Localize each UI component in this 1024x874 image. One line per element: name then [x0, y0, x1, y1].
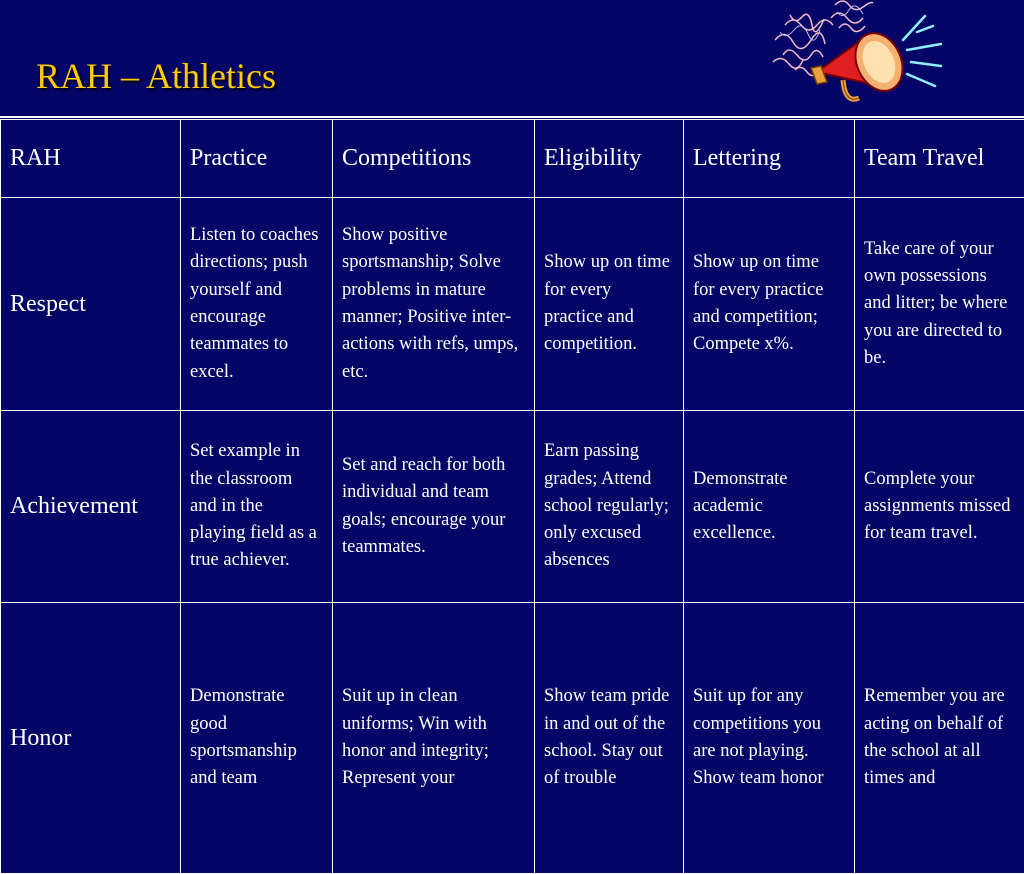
- table-cell: Remember you are acting on behalf of the school at all times and: [855, 603, 1024, 874]
- table-cell: Suit up in clean uniforms; Win with honor and integrity; Represent your: [333, 603, 535, 874]
- column-header-lettering: Lettering: [684, 120, 855, 198]
- row-label-achievement: Achievement: [1, 411, 181, 603]
- table-cell: Take care of your own possessions and litter; be where you are directed to be.: [855, 198, 1024, 411]
- table-cell: Set and reach for both individual and team goals; encourage your teammates.: [333, 411, 535, 603]
- table-cell: Show up on time for every practice and competition; Compete x%.: [684, 198, 855, 411]
- megaphone-icon: [755, 0, 955, 112]
- column-header-rah: RAH: [1, 120, 181, 198]
- table-cell: Demonstrate academic excellence.: [684, 411, 855, 603]
- title-divider: [0, 116, 1024, 118]
- column-header-eligibility: Eligibility: [535, 120, 684, 198]
- row-label-respect: Respect: [1, 198, 181, 411]
- table-cell: Show team pride in and out of the school. Stay out of trouble: [535, 603, 684, 874]
- table-row-honor: [1, 603, 1024, 874]
- row-label-honor: Honor: [1, 603, 181, 874]
- table-cell: Show positive sportsmanship; Solve problems in mature manner; Positive inter-actions with refs, umps, etc.: [333, 198, 535, 411]
- table-cell: Earn passing grades; Attend school regularly; only excused absences: [535, 411, 684, 603]
- table-header-row: [1, 120, 1024, 198]
- slide-title: RAH – Athletics: [36, 58, 276, 94]
- table-cell: Listen to coaches directions; push yourself and encourage teammates to excel.: [181, 198, 333, 411]
- column-header-competitions: Competitions: [333, 120, 535, 198]
- rah-athletics-table: [0, 119, 1024, 874]
- table-cell: Set example in the classroom and in the playing field as a true achiever.: [181, 411, 333, 603]
- column-header-team-travel: Team Travel: [855, 120, 1024, 198]
- column-header-practice: Practice: [181, 120, 333, 198]
- table-cell: Complete your assignments missed for team travel.: [855, 411, 1024, 603]
- table-cell: Show up on time for every practice and competition.: [535, 198, 684, 411]
- table-cell: Suit up for any competitions you are not playing. Show team honor: [684, 603, 855, 874]
- table-row-respect: [1, 198, 1024, 411]
- table-cell: Demonstrate good sportsmanship and team: [181, 603, 333, 874]
- table-row-achievement: [1, 411, 1024, 603]
